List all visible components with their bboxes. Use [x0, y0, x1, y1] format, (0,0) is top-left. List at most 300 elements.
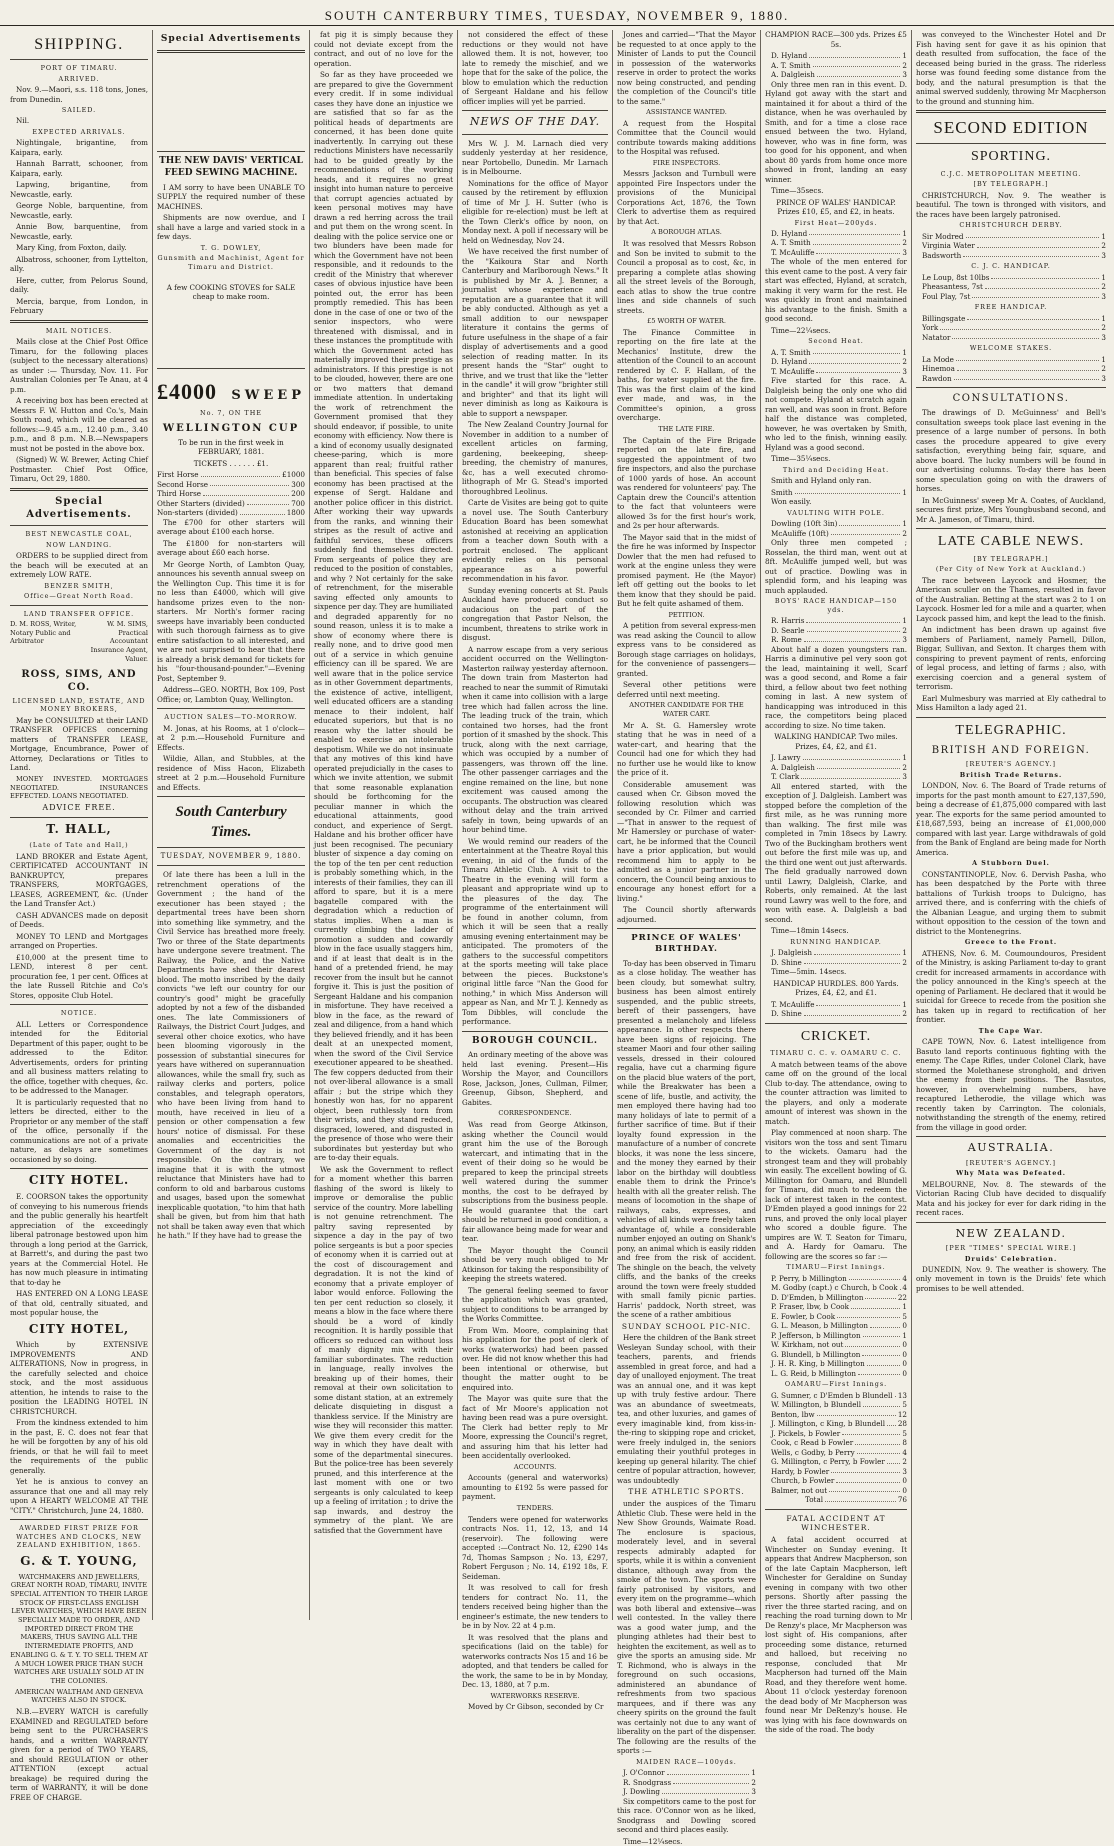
city-hotel-text-5: Yet he is anxious to convey an assurance that one and all may rely upon A HEARTY WELCOME AT THE "CITY." Christchurch, June 24, 1880.: [10, 1477, 148, 1515]
hall-title: T. HALL,: [46, 822, 112, 837]
editorial-cont-3: We ask the Government to reflect for a moment whether this barren flashing of the sword is likely to improve or demoralise the public service of the country. More labelling is not genuine retrenchment. The paltry saving represented by sixpence a day in the pay of two police sergeants is but a poor species of economy when it is carried out at the cost of discouragement and degradation. It is not the kind of economy that a private employer of labor would enforce. Following the ten per cent reduction so closely, it means a blow in the face where there should be a word of kindly recognition. It is hardly possible that officers so reduced can without loss of manly dignity mix with their familiar subordinates. The reduction in language, really involves the breaking up of their homes, their removal at their own solicitation to some distant station, at an extremely delicate disquieting in disgust a thankless service. If the Ministry are wise they will reconsider this matter. We give them every credit for the way in which they have dealt with some of the departmental sinecures. But the police-tree has been severely pruned, and this interference at the last moment with one or two sergeants is only calculated to keep up a feeling of irritation ; to drive the sap inwards, and destroy the symmetry of the plant. We are satisfied that the Government have: [314, 1164, 453, 1535]
council-list: [462, 1050, 608, 1711]
result-row: [765, 367, 907, 377]
divider: [916, 717, 1106, 718]
council-paragraph: The Mayor thought the Council should be very much obliged to Mr Atkinson for taking the responsibility of keeping the streets watered.: [462, 1245, 608, 1284]
subheading: £5 WORTH OF WATER.: [647, 317, 726, 326]
result-value: 2: [902, 1457, 907, 1466]
special-ads-heading-2: Special Advertisements: [160, 34, 302, 44]
expected-arrivals-list: [10, 138, 148, 316]
column-7: [911, 30, 1110, 1620]
divider: [916, 1136, 1106, 1137]
result-value: 2: [1101, 241, 1106, 251]
result-name: Foul Play, 7st: [922, 291, 971, 301]
davis-text-2: Shipments are now overdue, and I shall have a large and varied stock in a few days.: [157, 213, 305, 242]
sweep-text-2: The £1800 for non-starters will average about £60 each horse.: [157, 538, 305, 558]
news-item: Nominations for the office of Mayor caused by the retirement by effluxion of time of Mr J. H. Sutter (who is eligible for re-election) must be left at the Town Clerk's office by noon, on Monday next. A poll if necessary will be held on Wednesday, Nov 24.: [462, 178, 608, 245]
notice-text-2: It is particularly requested that no letters be directed, either to the Proprietor or any member of the staff of the office, personally if the communications are not of a private nature, as delays are sometimes occasioned by so doing.: [10, 1097, 148, 1164]
second-heat-label: Second Heat.: [808, 337, 864, 346]
duel-heading: A Stubborn Duel.: [972, 859, 1050, 868]
divider: [10, 817, 148, 818]
subheading: ACCOUNTS.: [513, 1462, 557, 1471]
walking-heading: WALKING HANDICAP. Two miles. Prizes, £4, £2, and £1.: [774, 732, 898, 751]
result-row: [765, 1340, 907, 1350]
result-name: A. T. Smith: [771, 60, 811, 70]
council-paragraph: Jones and carried—"That the Mayor be requested to at once apply to the Minister of Lands to put the Council in possession of the waterworks reserve in order to protect the works now being constructed, and pending the completion of the Council's title to the same.": [617, 30, 756, 106]
prince-birthday-text: To-day has been observed in Timaru as a close holiday. The weather has been cloudy, but somewhat sultry, business has been almost entirely suspended, and the public streets, bereft of their passengers, have presented a melancholy and lifeless appearance. In other respects there have been signs of rejoicing. The steamer Maori and four other sailing vessels, dressed in their coloured regalia, have cut a charming figure on the placid blue waters of the port, while the Breakwater has been a scene of life, bustle, and activity, the men employed there having had too many holidays of late to permit of a further sacrifice of time. But if their loyalty found expression in the manufacture of a number of concrete blocks, it was none the less sincere, and the money they earned by their labor on the birthday will doubtless enable them to drink the Prince's health with all the greater relish. The means of locomotion in the shape of railways, cabs, expresses, and vehicles of all kinds were freely taken advantage of, while a considerable number enjoyed an outing on Shank's pony, an animal which is easily ridden and free from the risk of accident. The shingle on the beach, the velvety cliffs, and the banks of the creeks around the town were freely studded with small family picnic parties. Harris' paddock, North street, was the scene of a rather ambitious: [617, 958, 756, 1320]
cable-text-2: An indictment has been drawn up against five members of Parliament, namely Parnell, Dillon, Biggar, Sullivan, and Sexton. It charges them with conspiring to prevent payment of rents, enforcing of legal process, and letting of farms ; also, with exercising coercion and a general system of terrorism.: [916, 625, 1106, 692]
consultations-text-2: In McGuinness' sweep Mr A. Coates, of Auckland, secures first prize, Mrs Youngbusband second, and Mr A. Jameson, of Timaru, third.: [916, 495, 1106, 524]
result-value: 12: [897, 1409, 907, 1419]
cricket-text: A match between teams of the above came off on the ground of the local Club to-day. The attendance, owing to the counter attraction was limited to the players, and only a moderate amount of interest was shown in the match.: [765, 1059, 907, 1126]
druids-text: DUNEDIN, Nov. 9. The weather is showery. The only movement in town is the Druids' fete which promises to be well attended.: [916, 1264, 1106, 1293]
sunday-school-text: Here the children of the Bank street Wesleyan Sunday school, with their teachers, parents, and friends assembled in great force, and had a day of unalloyed enjoyment. The treat was an annual one, and it was kept up with truly festive ardour. There was an abundance of sweetmeats, tea, and other luxuries, and games of every imaginable kind, from kiss-in-the-ring to skipping rope and cricket, were freely indulged in, the seniors emulating their youthful proteges in keeping up general hilarity. The chief centre of popular attraction, however, was undoubtedly: [617, 1333, 756, 1485]
prize-value: 700: [291, 498, 305, 508]
expected-arrival-item: Here, cutter, from Pelorus Sound, daily.: [10, 275, 148, 295]
hurdles-results: [765, 1000, 907, 1019]
result-row: [765, 1009, 907, 1019]
davis-subtitle: Gunsmith and Machinist, Agent for Timaru and District.: [157, 254, 305, 271]
result-value: 3: [1101, 373, 1106, 383]
telegraphic-heading: TELEGRAPHIC.: [955, 722, 1067, 738]
editorial-text: Of late there has been a lull in the retrenchment operations of the Government ; the hand of the executioner has been stayed ; the departmental trees have been shorn into something like symmetry, and the Civil Service has breathed more freely. Two or three of the State departments have undergone severe treatment. The Railway, the Police, and the Native Departments have shed their dearest blood. The motto inscribed by the daily convicts "we left our country for our country's good" might be gracefully adopted by not a few of the disbanded ones. The late Commissioners of Railways, the District Court Judges, and several other choice exotics, who have been blooming vigorously in the possession of substantial sinecures for years have withered on superannuation allowances, while the small fry, such as railway clerks and porters, police constables, and telegraph operators, who have been living from hand to mouth, have received in lieu of a pension or other compensation a few hours' notice of dismissal. For these anomalies and eccentricities the Government of the day is not responsible. On the contrary, we imagine that it is with the utmost reluctance that Ministers have had to conform to old and barbarous customs and usages, based upon the somewhat inexplicable quotation, "to him that hath shall be given, but from him that hath not shall be taken away even that which he hath." If they have had to grease the: [157, 870, 305, 1241]
divider: [10, 525, 148, 526]
result-value: 3: [902, 366, 907, 376]
australia-heading: AUSTRALIA.: [967, 1141, 1055, 1155]
result-row: [765, 1293, 907, 1303]
divider: [916, 143, 1106, 144]
oamaru-scores: [765, 1391, 907, 1496]
result-value: 2: [902, 957, 907, 967]
paper-nameplate: South Canterbury Times.: [175, 804, 287, 841]
divider: [916, 110, 1106, 113]
divider: [157, 151, 305, 152]
result-value: 1: [902, 999, 907, 1009]
news-item: The New Zealand Country Journal for November in addition to a number of excellent articles on farming, gardening, beekeeping, sheep-breeding, the chemistry of manures, &c, has a well executed chromo-lithograph of Mr G. Stead's imported thoroughbred Leolinus.: [462, 420, 608, 496]
first-heat-text: The whole of the men entered for this event came to the post. A very fair start was effected, Hyland, at scratch, making it very warm for the rest. He was quickly in front and maintained his advantage to the finish. Smith a good second.: [765, 257, 907, 324]
divider: [10, 605, 148, 606]
result-row: [916, 364, 1106, 374]
cable-via: (Per City of New York at Auckland.): [935, 565, 1087, 574]
result-name: Rawdon: [922, 373, 952, 383]
cricket-text-2: Play commenced at noon sharp. The visitors won the toss and sent Timaru to the wickets. Oamaru had the strongest team and they will probably win easily. The excellent bowling of G. Millington for Oamaru, and Blundell for Timaru, did much to redeem the lack of interest taken in the contest. D'Emden played a good innings for 22 runs, and proved the only local player who scored a double figure. The umpires are W. T. Seaton for Timaru, and A. Hardy for Oamaru. The following are the scores so far :—: [765, 1128, 907, 1261]
result-value: 2: [902, 60, 907, 70]
young-text-2: AMERICAN WALTHAM AND GENEVA WATCHES ALSO IN STOCK.: [14, 1687, 144, 1705]
council-paragraph: The Captain of the Fire Brigade reported on the late fire, and suggested the appointment of two fire inspectors, and also the purchase of 1000 yards of hose. An account was rendered for volunteers' pay. The Captain drew the Council's attention to the fact that volunteers were allowed 3s for the first hour's work, and 2s per hour afterwards.: [617, 435, 756, 531]
cjc-results: [916, 273, 1106, 302]
council-paragraph: Tenders were opened for waterworks contracts Nos. 11, 12, 13, and 14 (reservoir). The following were accepted :—Contract No. 12, £290 14s 7d, Thomas Sampson ; No. 13, £297, Robert Ferguson ; No. 14, £192 18s, F. Seideman.: [462, 1514, 608, 1581]
champion-results: [765, 51, 907, 80]
walking-text: All entered started, with the exception of J. Dalgleish. Lambert was stopped before the completion of the first mile, as he was running more than walking. The first mile was completed in 7min 18secs by Lawry. Two of the Buckingham brothers went out before the first mile was up, and the third one went out just afterwards. The field gradually narrowed down until Lawry, Dalgleish, Clarke, and Roberts, only remained. At the last round Lawry was well to the fore, and won with ease. A. Dalgleish a bad second.: [765, 781, 907, 924]
bf-byline: [REUTER'S AGENCY.]: [965, 760, 1057, 769]
total-label: Total: [805, 1495, 824, 1504]
result-value: 0: [902, 1321, 907, 1331]
result-name: T. Clark: [771, 772, 800, 782]
divider: [765, 1023, 907, 1024]
arrived-text: Nov. 9.—Maori, s.s. 118 tons, Jones, from Dunedin.: [10, 85, 148, 104]
shipping-heading: SHIPPING.: [34, 36, 124, 53]
result-row: [916, 273, 1106, 283]
result-value: 3: [1101, 291, 1106, 301]
young-text-3: N.B.—EVERY WATCH is carefully EXAMINED and REGULATED before being sent to the PURCHASER'S hands, and a written WARRANTY given for a period of TWO YEARS, and should REGULATION or other ATTENTION (except actual breakage) be required during the term of WARRANTY, it will be done FREE OF CHARGE.: [10, 1707, 148, 1802]
cricket-heading: CRICKET.: [800, 1028, 872, 1044]
result-name: R. Rome: [771, 635, 802, 645]
divider: [157, 368, 305, 369]
divider: [157, 708, 305, 709]
expected-arrival-item: Mary King, from Foxton, daily.: [16, 243, 127, 253]
result-name: Wells, c Godby, b Perry: [771, 1447, 855, 1457]
third-heat-text: Smith and Hyland only ran.: [771, 476, 872, 486]
prize-row: [157, 480, 305, 490]
city-hotel-text-3: Which by EXTENSIVE IMPROVEMENTS AND ALTERATIONS, Now in progress, in the carefully selected and choice stock, and the most assiduous attention, he intends to raise to the position the LEADING HOTEL IN CHRISTCHURCH.: [10, 1340, 148, 1416]
result-value: 28: [897, 1419, 907, 1428]
result-row: [916, 355, 1106, 365]
second-heat-results: [765, 348, 907, 377]
result-name: G. Sumner, c D'Emden b Blundell: [771, 1390, 893, 1400]
result-value: 1: [902, 616, 907, 626]
news-item: We would remind our readers of the entertainment at the Theatre Royal this evening, in aid of the funds of the Timaru Athletic Club. A visit to the Theatre in the evening will form a pleasant and appropriate wind up to the pleasures of the day. The programme of the entertainment will be found in another column, from which it will be seen that a really amusing evening entertainment may be anticipated. The promoters of the gathers to the successful competitors at the sports meeting will take place between the pieces. Buckstone's original little farce "Nan the Good for nothing," in which Miss Anderson will appear as Nan, and Mr T. J. Kennedy as Tom Dibbles, will conclude the performance.: [462, 836, 608, 1027]
mata-heading: Why Mata was Defeated.: [955, 1169, 1067, 1178]
result-row: [765, 229, 907, 239]
divider: [916, 387, 1106, 388]
maiden-race-heading: MAIDEN RACE—100yds.: [636, 1757, 737, 1766]
greece-text: ATHENS, Nov. 6. M. Coumoundouros, President of the Ministry, is asking Parliament to-day to grant credit for increased armaments in accordance with the policy announced in the King's speech at the opening of Parliament. He declared that it would be suicidal for Greece to recede from the position she has taken up in regard to rectification of her frontier.: [916, 948, 1106, 1025]
result-value: 1: [1101, 354, 1106, 364]
subheading: FIRE INSPECTORS.: [652, 158, 721, 167]
davis-name: T. G. DOWLEY,: [200, 243, 262, 252]
result-name: Balmer, not out: [771, 1485, 828, 1495]
result-row: [765, 626, 907, 636]
prize-value: 300: [291, 479, 305, 489]
result-name: Smith: [771, 487, 793, 497]
metro-text: CHRISTCHURCH, Nov. 9. The weather is beautiful. The town is thronged with visitors, and the races have been largely patronised.: [916, 190, 1106, 219]
result-value: 0: [902, 1359, 907, 1369]
cable-text-3: Earl Mulmesbury was married at Ely cathedral to Miss Hamilton a lady aged 21.: [916, 693, 1106, 713]
result-row: [765, 1283, 907, 1293]
result-name: E. Fowler, b Cook: [771, 1311, 836, 1321]
ross-sims-title: ROSS, SIMS, AND CO.: [21, 668, 137, 693]
result-value: 2: [902, 357, 907, 367]
result-name: A. Dalgleish: [771, 70, 815, 79]
council-paragraph: Mr A. St. G. Hamersley wrote stating that he was in need of a water-cart, and hearing that the Council had one for which they had no further use he would like to know the price of it.: [617, 720, 756, 778]
result-name: Pheasantess, 7st: [922, 282, 983, 292]
result-row: [765, 1419, 907, 1429]
trade-returns-text: LONDON, Nov. 6. The Board of Trade returns of imports for the past month amount to £27,137,590, being a decrease of £1,875,000 compared with last year. The exports for the same period amounted to £18,687,593, being an increase of £1,000,000 compared with last year. Large withdrawals of gold from the Bank of England are being made for North America.: [916, 781, 1106, 857]
council-paragraph: An ordinary meeting of the above was held last evening. Present—His Worship the Mayor, and Councillors Rose, Jackson, Jones, Cullman, Filmer, Greenup, Gibson, Shepherd, and Gabites.: [462, 1050, 608, 1107]
sunday-school-heading: SUNDAY SCHOOL PIC-NIC.: [621, 1321, 752, 1331]
result-row: [765, 357, 907, 367]
result-value: 3: [751, 1787, 756, 1797]
athletic-sports-heading: THE ATHLETIC SPORTS.: [628, 1487, 745, 1497]
result-name: G. Blundell, b Millington: [771, 1349, 861, 1359]
divider: [765, 1509, 907, 1510]
boys-race-heading: BOYS' RACE HANDICAP—150 yds.: [774, 597, 898, 614]
result-value: 1: [902, 487, 907, 497]
city-hotel-text: E. COORSON takes the opportunity of conveying to his numerous friends and the public generally his heartfelt appreciation of the exceedingly liberal patronage bestowed upon him through a long period at the Garrick, at Barrett's, and during the past two years at the Commercial Hotel. He has now much pleasure in intimating that to-day he: [10, 1192, 148, 1287]
result-row: [916, 374, 1106, 384]
divider: [916, 528, 1106, 529]
result-row: [765, 948, 907, 958]
result-row: [765, 51, 907, 61]
port-heading: PORT OF TIMARU.: [40, 64, 118, 73]
result-name: D. Shine: [771, 957, 802, 967]
mail-text: Mails close at the Chief Post Office Timaru, for the following places (subject to the necessary alterations) as under :— Thursday, Nov. 11. For Australian Colonies per Te Anau, at 4 p.m.: [10, 337, 148, 394]
prize-value: 200: [291, 489, 305, 499]
news-item: Carte de Visites are being got to quite a novel use. The South Canterbury Education Board has been somewhat astonished at receiving an application from a teacher down South with a portrait enclosed. The applicant evidently relies on his personal appearance as a powerful recommendation in his favor.: [462, 498, 608, 584]
result-row: [765, 1369, 907, 1379]
result-row: [765, 238, 907, 248]
result-row: [765, 1410, 907, 1420]
free-handicap-results: [916, 314, 1106, 343]
result-value: 0: [902, 1340, 907, 1350]
result-row: [916, 323, 1106, 333]
result-row: [765, 1457, 907, 1467]
council-paragraph: Accounts (general and waterworks) amounting to £192 5s were passed for payment.: [462, 1473, 608, 1502]
running-time: Time—5min. 14secs.: [771, 967, 847, 977]
young-text: WATCHMAKERS AND JEWELLERS, GREAT NORTH ROAD, TIMARU, INVITE SPECIAL ATTENTION TO THEIR LARGE STOCK OF FIRST-CLASS ENGLISH LEVER WATCHES, WHICH HAVE BEEN SPECIALLY MADE TO ORDER, AND IMPORTED DIRECT FROM THE MAKERS, THUS SAVING ALL THE INTERMEDIATE PROFITS, AND ENABLING G. & T. Y. TO SELL THEM AT A MUCH LOWER PRICE THAN SUCH WATCHES ARE USUALLY SOLD AT IN THE COLONIES.: [10, 1572, 148, 1685]
divider: [462, 134, 608, 135]
third-heat-results: [765, 488, 907, 498]
result-row: [765, 1448, 907, 1458]
council-paragraph: The Finance Committee in reporting on the fire late at the Mechanics' Institute, drew the attention of the Council to an account rendered by C. F. Hallam, of the baths, for water supplied at the fire. This was the first claim of the kind ever made, and was, in the Committee's opinion, a gross overcharge.: [617, 327, 756, 423]
ross-sims-text: May be CONSULTED at their LAND TRANSFER OFFICES concerning matters of TRANSFER LEASE, Mortgage, Encumbrance, Power of Attorney, Declarations or Titles to Land.: [10, 715, 148, 773]
borough-council-heading: BOROUGH COUNCIL.: [471, 1035, 599, 1046]
result-value: 2: [902, 1009, 907, 1019]
prize-row: [157, 499, 305, 509]
result-row: [617, 1787, 756, 1797]
welcome-stakes-results: [916, 355, 1106, 384]
result-value: 5: [902, 1428, 907, 1438]
result-value: 1: [902, 51, 907, 60]
second-edition-heading: SECOND EDITION: [933, 118, 1089, 137]
result-value: 4: [902, 1273, 907, 1283]
cable-byline: [BY TELEGRAPH.]: [973, 554, 1049, 563]
result-row: [765, 616, 907, 626]
coal-text: ORDERS to be supplied direct from the beach will be executed at an extremely LOW RATE.: [10, 551, 148, 580]
result-row: [765, 1312, 907, 1322]
timaru-innings-heading: TIMARU—First Innings.: [786, 1263, 886, 1272]
davis-text: I AM sorry to have been UNABLE TO SUPPLY the required number of these MACHINES.: [157, 182, 305, 211]
sweep-header: [157, 373, 305, 407]
ross-sims-text-2: MONEY INVESTED. MORTGAGES NEGOTIATED. INSURANCES EFFECTED. LOANS NEGOTIATED.: [10, 774, 148, 801]
result-name: York: [922, 323, 939, 333]
result-name: A. T. Smith: [771, 347, 811, 357]
result-value: 8: [902, 1438, 907, 1447]
advice-free: ADVICE FREE.: [42, 802, 116, 812]
sporting-heading: SPORTING.: [970, 149, 1052, 165]
result-name: D. Searle: [771, 625, 805, 635]
maiden-results: [617, 1768, 756, 1797]
champion-race-heading: CHAMPION RACE—300 yds. Prizes £5 5s.: [765, 30, 907, 49]
second-heat-text: Five started for this race. A. Dalgleish being the only one who did not compete. Hyland at scratch again ran well, and was soon in front. Before half the distance was completed, however, he was overtaken by Smith, who led to the finish, winning easily. Hyland was a good second.: [765, 376, 907, 452]
hall-text-2: CASH ADVANCES made on deposit of Deeds.: [10, 910, 148, 930]
expected-arrival-item: Hannah Barratt, schooner, from Kaipara, early.: [10, 159, 148, 178]
result-name: R. Harris: [771, 616, 805, 626]
result-value: 3: [1101, 332, 1106, 342]
result-value: 3: [902, 1466, 907, 1476]
result-row: [765, 61, 907, 71]
result-value: 2: [1101, 323, 1106, 333]
result-value: 3: [902, 772, 907, 782]
divider: [157, 865, 305, 866]
subheading: TENDERS.: [516, 1503, 554, 1512]
trade-returns-heading: British Trade Returns.: [959, 770, 1063, 779]
result-row: [765, 1302, 907, 1312]
subheading: ASSISTANCE WANTED.: [646, 108, 727, 116]
column-2: [152, 30, 309, 1620]
second-heat-time: Time—35¼secs.: [771, 454, 831, 464]
hall-subtitle: (Late of Tate and Hall,): [29, 841, 129, 850]
editorial-cont-2: So far as they have proceeded we are prepared to give the Government every credit. If in some individual cases they have done an injustice we are satisfied that so far as the political heads of departments are concerned, it has been done quite inadvertently. In carrying out these reductions Ministers have necessarily had to be guided greatly by the recommendations of the working heads, and it requires no great insight into human nature to perceive that corrupt agencies actuated by keen personal motives may have drawn a red herring across the trail and put them on the wrong scent. In dealing with the police service one or two blunders have been made for which the Government have not been responsible, and it redounds to the credit of the Ministry that wherever cases of obvious injustice have been pointed out, the error has been promptly remedied. This has been done in the case of one or two of the senior inspectors, who were threatened with dismissal, and in these instances the promptitude with which the Government acted has materially improved their prestige as administrators. If this prestige is not to be clouded, however, there are one or two matters that demand immediate attention. In undertaking the work of retrenchment the Government promised that they should endeavor, if possible, to unite economy with efficiency. Now there is a kind of economy usually designated cheese-paring, which is more apparent than real; fruitful rather than beneficial. This species of false economy has been practised at the expense of Sergt. Haldane and another police officer in this district. After working their way upwards from the ranks, and winning their stripes as the result of active and faithful services, these officers suddenly find themselves directed. From sergeants of police they are reduced to the position of constables, and why ? Not certainly for the sake of retrenchment, for the miserable saving effected only amounts to sixpence per day. They are humiliated and degraded apparently for no sound reason, unless it is to make a show of economy where there is really none, and to drive good men out of a service in which genuine efficiency can ill be spared. We are well aware that in the police service as in other Government departments, the existence of active, intelligent, well educated officers are a standing menace to their indolent, half educated superiors, but that is no reason why the latter should be enabled to exercise an intolerable despotism. While we do not insinuate that any motives of this kind have operated prejudicially in the cases to which we invite attention, we submit that some reasonable explanation should be forthcoming for the peculiar manner in which the educational attainments, good conduct, and experience of Sergt. Haldane and his brother officer have just been recognised. The pecuniary bluster of sixpence a day coming on the top of the ten per cent reduction is probably something which, in the interests of their families, they can ill afford to spare, but it is a mere bagatelle compared with the degradation which a reduction of status implies. When a man is currently climbing the ladder of promotion a sudden and cowardly blow in the face usually staggers him, and if at least that dealt is in the hand of a pretended friend, he may recover from the insult but he cannot forgive it. This is just the position of Sergeant Haldane and his companion in misfortune. They have received a blow in the face, as the reward of zeal and diligence, from a hand which they believed friendly, and it has been dealt at an unexpected moment, when the sword of the Civil Service executioner appeared to be sheathed. The few coppers deducted from their not over-liberal allowance is a small affair ; but the stripe which they honestly won has, for no apparent object, been ruthlessly torn from their wrists, and they stand reduced, disgraced, lowered, and disgusted in the presence of those who were their subordinates but yesterday but who are to-day their equals.: [314, 70, 453, 1162]
sweep-text: The £700 for other starters will average about £100 each horse.: [157, 517, 305, 537]
result-name: Virginia Water: [922, 241, 975, 251]
australia-byline: [REUTER'S AGENCY.]: [965, 1158, 1057, 1167]
result-row: [765, 70, 907, 80]
expected-arrival-item: Nightingale, brigantine, from Kaipara, early.: [10, 138, 148, 157]
result-value: 2: [902, 625, 907, 635]
result-row: [617, 1778, 756, 1788]
result-row: [765, 1350, 907, 1360]
result-value: 2: [902, 762, 907, 772]
sweep-number: No. 7, ON THE: [200, 409, 262, 418]
prize-label: First Horse: [157, 470, 199, 480]
council-paragraph: From Wm. Moore, complaining that his application for the post of clerk of works (waterworks) had been passed over. He did not know whether this had been intentional or otherwise, but thought the matter ought to be enquired into.: [462, 1325, 608, 1392]
sweep-address: Address—GEO. NORTH, Box 109, Post Office; or, Lambton Quay, Wellington.: [157, 685, 305, 704]
expected-arrival-item: Mercia, barque, from London, in February: [10, 296, 148, 316]
duel-text: CONSTANTINOPLE, Nov. 6. Dervish Pasha, who has been despatched by the Porte with three battalions of Turkish troops to Dulcigno, has arrived there, and is conferring with the chiefs of the Albanian League, and urging them to submit without opposition to the cession of the town and district to the Montenegrins.: [916, 869, 1106, 936]
divider: [617, 928, 756, 929]
free-handicap-heading: FREE HANDICAP.: [974, 303, 1048, 312]
result-name: D. Hyland: [771, 228, 808, 238]
mail-text-2: A receiving box has been erected at Messrs F. W. Hutton and Co.'s, Main South road, which will be cleared as follows:—9.45 a.m., 12.40 p.m., 3.40 p.m., and 8 p.m. N.B.—Newspapers must not be posted in the above box.: [10, 396, 148, 453]
fatal-accident-cont: was conveyed to the Winchester Hotel and Dr Fish having sent for gave it as his opinion that death resulted from suffocation, the face of the deceased being buried in the grass. The riderless horse was found feeding some distance from the body, and the natural presumption is that the animal swerved suddenly, throwing Mr Macpherson to the ground and stunning him.: [916, 30, 1106, 106]
result-value: 2: [1101, 282, 1106, 292]
divider: [157, 847, 305, 848]
column-1: [6, 30, 152, 1802]
result-name: Le Loup, 8st 10lbs: [922, 272, 990, 282]
result-name: Badsworth: [922, 250, 962, 260]
column-5: [612, 30, 760, 1846]
result-row: [765, 753, 907, 763]
result-value: 2: [902, 238, 907, 248]
result-row: [916, 251, 1106, 261]
walking-results: [765, 753, 907, 782]
subheading: CORRESPONDENCE.: [498, 1109, 572, 1118]
result-row: [765, 348, 907, 358]
result-row: [916, 232, 1106, 242]
result-name: Natator: [922, 332, 951, 342]
result-value: 2: [902, 528, 907, 538]
result-name: T. McAuliffe: [771, 999, 815, 1009]
prize-label: Second Horse: [157, 479, 209, 489]
athletic-sports-text: under the auspices of the Timaru Athletic Club. These were held in the New Show Grounds, Waimate Road. The enclosure is spacious, moderately level, and in several respects admirably adapted for sports, while it is within a convenient distance, although away from the smoke of the town. The sports were fairly patronised by visitors, and every item on the programme—which was both liberal and extensive—was well contested. In the valley there was a good water jump, and the plunging athletes had their best to heighten the excitement, as well as to give the sports an amusing side. Mr T. Richmond, who is always in the foreground on such occasions, administered an abundance of refreshments from two spacious marquees, and if there was any cheery spirits on the ground the fault was certainly not due to any want of liberality on the part of the dispenser. The following are the results of the sports :—: [617, 1499, 756, 1756]
result-name: Hinemoa: [922, 364, 955, 374]
special-ads-heading: Special Advertisements.: [26, 495, 132, 521]
result-row: [617, 1768, 756, 1778]
sailed-text: Nil.: [16, 116, 30, 126]
divider: [10, 1168, 148, 1169]
result-name: D. Hyland: [771, 51, 808, 60]
result-name: Dowling (10ft 3in): [771, 519, 838, 529]
result-name: A. T. Smith: [771, 238, 811, 248]
nz-byline: [PER "TIMES" SPECIAL WIRE.]: [945, 1244, 1077, 1253]
result-name: Cook, c Read b Fowler: [771, 1438, 854, 1447]
result-value: 3: [1101, 250, 1106, 260]
metro-heading: C.J.C. METROPOLITAN MEETING.: [940, 169, 1082, 178]
council-paragraph: It was resolved that the plans and specifications (laid on the table) for waterworks contracts Nos 15 and 16 be adopted, and that tenders be called for the work, the same to be in by Monday, Dec. 13, 1880, at 7 p.m.: [462, 1632, 608, 1689]
result-value: 0: [902, 1368, 907, 1378]
notice-text: ALL Letters or Correspondence intended for the Editorial Department of this paper, ought to be addressed to the Editor. Advertisements, orders for printing and all business matters relating to the office, together with cheques, &c. to be addressed to the Manager.: [10, 1019, 148, 1096]
result-value: 0: [902, 1485, 907, 1495]
result-name: D. D'Emden, b Millington: [771, 1292, 864, 1302]
druids-heading: Druids' Celebration.: [964, 1254, 1058, 1263]
result-row: [765, 1391, 907, 1401]
result-value: 3: [902, 70, 907, 79]
new-zealand-heading: NEW ZEALAND.: [955, 1226, 1067, 1240]
third-heat-label: Third and Deciding Heat.: [782, 465, 890, 474]
news-of-the-day-heading: NEWS OF THE DAY.: [469, 115, 601, 128]
result-name: T. McAuliffe: [771, 247, 815, 257]
council-continued: [617, 30, 756, 924]
sweep-tickets: TICKETS . . . . . . £1.: [193, 458, 269, 468]
result-value: 5: [902, 1311, 907, 1321]
auction-text-2: Wildie, Allan, and Stubbles, at the residence of Miss Hacon, Elizabeth street at 2 p.m.—Household Furniture and Effects.: [157, 754, 305, 792]
paper-date: TUESDAY, NOVEMBER 9, 1880.: [160, 851, 302, 860]
boys-race-results: [765, 616, 907, 645]
divider: [10, 59, 148, 60]
derby-heading: CHRISTCHURCH DERBY.: [959, 221, 1063, 230]
champion-text: Only three men ran in this event. D. Hyland got away with the start and maintained it for about a third of the distance, when he was overhauled by Smith, and for a time a close race ensued between the two. Hyland, however, who was in fine form, was too good for his opponent, and when about 80 yards from home once more showed in front, landing an easy winner.: [765, 79, 907, 184]
expected-arrival-item: Annie Bow, barquentine, from Newcastle, early.: [10, 222, 148, 241]
prize-label: Third Horse: [157, 489, 202, 499]
spacer: [157, 304, 305, 364]
auction-title: AUCTION SALES—TO-MORROW.: [164, 713, 298, 722]
expected-arrival-item: Lapwing, brigantine, from Newcastle, early.: [10, 180, 148, 199]
news-item: Sunday evening concerts at St. Pauls Auckland have produced conduct so audacious on the part of the congregation that Pastor Nelson, the incumbent, threatens to strike work in disgust.: [462, 585, 608, 643]
result-row: [765, 488, 907, 498]
subheading: THE LATE FIRE.: [658, 424, 715, 433]
result-row: [765, 1467, 907, 1477]
subheading: A BOROUGH ATLAS.: [651, 228, 722, 237]
prize-row: [157, 470, 305, 480]
result-name: Billingsgate: [922, 313, 966, 323]
prize-list: [157, 470, 305, 518]
result-name: D. Hyland: [771, 357, 808, 367]
news-item: Mrs W. J. M. Larnach died very suddenly yesterday at her residence, near Portobello, Dunedin. Mr Larnach is in Melbourne.: [462, 138, 608, 177]
running-heading: RUNNING HANDICAP.: [790, 937, 882, 946]
result-row: [765, 529, 907, 539]
sweep-run: To be run in the first week in FEBRUARY, 1881.: [178, 437, 284, 457]
mata-text: MELBOURNE, Nov. 8. The stewards of the Victorian Racing Club have decided to disqualify Mata and his jockey for ever for dark riding in the recent races.: [916, 1179, 1106, 1218]
result-row: [765, 772, 907, 782]
result-value: 2: [1101, 364, 1106, 374]
first-heat-label: First Heat—200yds.: [794, 218, 878, 227]
total-row: [765, 1495, 907, 1505]
sailed-label: SAILED.: [61, 106, 97, 115]
result-name: Church, b Fowler: [771, 1476, 835, 1485]
davis-title: THE NEW DAVIS' VERTICAL FEED SEWING MACHINE.: [159, 155, 303, 178]
result-row: [765, 1438, 907, 1448]
british-foreign-heading: BRITISH AND FOREIGN.: [931, 745, 1091, 757]
column-6: [760, 30, 911, 1735]
divider: [10, 1519, 148, 1520]
result-row: [916, 282, 1106, 292]
total-value: 76: [897, 1495, 907, 1504]
prize-value: 1800: [286, 508, 305, 518]
result-name: A. Dalgleish: [771, 762, 815, 772]
result-name: J. Millington, c King, b Blundell: [771, 1419, 886, 1428]
coal-title: BEST NEWCASTLE COAL,: [25, 530, 133, 539]
